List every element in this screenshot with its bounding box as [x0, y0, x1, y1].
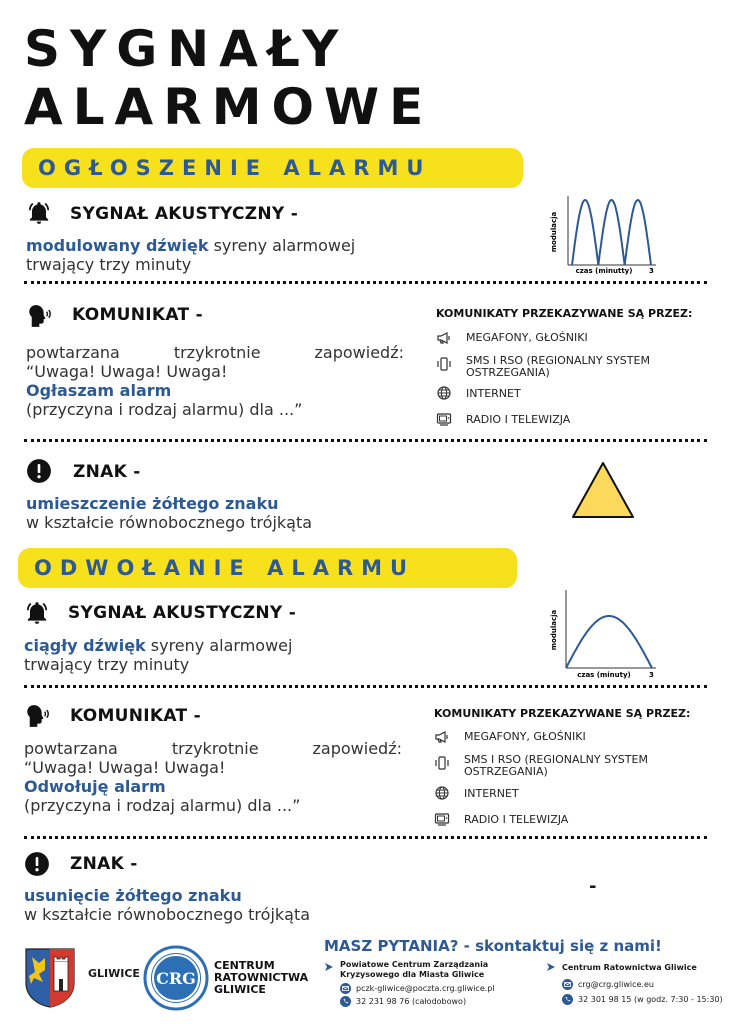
- bell-icon: [26, 200, 52, 226]
- channel-sms: SMS I RSO (REGIONALNY SYSTEM OSTRZEGANIA): [464, 753, 648, 778]
- crg-badge-text: CRG: [156, 969, 196, 988]
- sign-line2: w kształcie równobocznego trójkąta: [26, 513, 313, 532]
- megaphone-icon: [436, 330, 452, 346]
- acoustic-heading: SYGNAŁ AKUSTYCZNY -: [70, 204, 299, 224]
- divider: [24, 685, 707, 688]
- message-description: [26, 343, 404, 419]
- chart1-xmax: 3: [649, 267, 654, 275]
- yellow-triangle-sign: [570, 460, 636, 520]
- crg-name-line1: CENTRUM: [214, 959, 275, 972]
- sign-description: [24, 886, 404, 924]
- title-line1: SYGNAŁY: [24, 20, 349, 78]
- divider: [24, 439, 707, 442]
- chart1-ylabel: modulacja: [550, 211, 558, 253]
- radio-tv-icon: [436, 411, 452, 427]
- right-phone[interactable]: 32 301 98 15 (w godz. 7:30 - 15:30): [578, 995, 723, 1004]
- sign-heading: ZNAK -: [70, 854, 138, 874]
- acoustic-highlight: ciągły dźwięk: [24, 636, 146, 655]
- banner-alarm-announcement: OGŁOSZENIE ALARMU: [22, 148, 523, 188]
- left-org: Powiatowe Centrum Zarządzania Kryzysowego dla Miasta Gliwice: [340, 960, 489, 979]
- email-icon: [562, 979, 573, 990]
- phone-vibrate-icon: [434, 755, 450, 771]
- message-highlight: Ogłaszam alarm: [26, 381, 172, 400]
- globe-icon: [434, 785, 450, 801]
- arrow-right-icon: [324, 962, 334, 972]
- arrow-right-icon: [546, 962, 556, 972]
- message-line4: (przyczyna i rodzaj alarmu) dla ...”: [26, 400, 303, 419]
- sign-heading: ZNAK -: [73, 462, 141, 482]
- acoustic-description: [26, 236, 406, 274]
- message-heading: KOMUNIKAT -: [70, 706, 202, 726]
- banner-alarm-cancellation: ODWOŁANIE ALARMU: [18, 548, 517, 588]
- contact-question: MASZ PYTANIA? - skontaktuj się z nami!: [324, 937, 662, 955]
- channel-sms: SMS I RSO (REGIONALNY SYSTEM OSTRZEGANIA): [466, 354, 650, 379]
- right-org: Centrum Ratownictwa Gliwice: [562, 963, 697, 972]
- title-line2: ALARMOWE: [24, 78, 434, 136]
- megaphone-icon: [434, 729, 450, 745]
- exclamation-icon: [24, 851, 50, 877]
- left-phone[interactable]: 32 231 98 76 (całodobowo): [356, 997, 467, 1006]
- acoustic-rest: syreny alarmowej: [145, 636, 293, 655]
- globe-icon: [436, 385, 452, 401]
- sign-highlight: usunięcie żółtego znaku: [24, 886, 242, 905]
- continuous-signal-chart: [548, 586, 660, 682]
- channels-title: KOMUNIKATY PRZEKAZYWANE SĄ PRZEZ:: [436, 307, 693, 320]
- acoustic-heading: SYGNAŁ AKUSTYCZNY -: [68, 603, 297, 623]
- sign-highlight: umieszczenie żółtego znaku: [26, 494, 279, 513]
- acoustic-highlight: modulowany dźwięk: [26, 236, 209, 255]
- speaking-head-icon: [24, 703, 50, 729]
- channel-megaphones: MEGAFONY, GŁOŚNIKI: [466, 331, 588, 344]
- crg-name-line2: RATOWNICTWA: [214, 971, 309, 984]
- right-email[interactable]: crg@crg.gliwice.eu: [578, 980, 654, 989]
- acoustic-line2: trwający trzy minuty: [26, 255, 192, 274]
- bell-icon: [24, 600, 50, 626]
- acoustic-line2: trwający trzy minuty: [24, 655, 190, 674]
- gliwice-label: GLIWICE: [88, 967, 140, 980]
- radio-tv-icon: [434, 811, 450, 827]
- message-highlight: Odwołuję alarm: [24, 777, 166, 796]
- sign-description: [26, 494, 406, 532]
- divider: [24, 836, 707, 839]
- channel-megaphones: MEGAFONY, GŁOŚNIKI: [464, 730, 586, 743]
- message-line1: powtarzana trzykrotnie zapowiedź:: [26, 343, 404, 362]
- message-heading: KOMUNIKAT -: [72, 305, 204, 325]
- chart2-ylabel: modulacja: [550, 609, 558, 651]
- message-line1: powtarzana trzykrotnie zapowiedź:: [24, 739, 402, 758]
- chart2-xmax: 3: [649, 671, 654, 679]
- crg-name-line3: GLIWICE: [214, 983, 266, 996]
- phone-icon: [340, 996, 351, 1007]
- channel-internet: INTERNET: [464, 787, 519, 800]
- chart2-xlabel: czas (minuty): [577, 671, 631, 679]
- gliwice-coat-of-arms: [24, 947, 76, 1009]
- speaking-head-icon: [26, 303, 52, 329]
- channels-title: KOMUNIKATY PRZEKAZYWANE SĄ PRZEZ:: [434, 707, 691, 720]
- modulated-signal-chart: [548, 192, 660, 276]
- message-description: [24, 739, 402, 815]
- phone-icon: [562, 994, 573, 1005]
- chart1-xlabel: czas (minutty): [575, 267, 633, 275]
- channel-radio-tv: RADIO I TELEWIZJA: [464, 813, 569, 826]
- exclamation-icon: [26, 458, 52, 484]
- crg-name: [214, 960, 308, 996]
- message-line2: “Uwaga! Uwaga! Uwaga!: [26, 362, 228, 381]
- acoustic-description: [24, 636, 404, 674]
- sign-line2: w kształcie równobocznego trójkąta: [24, 905, 311, 924]
- channel-radio-tv: RADIO I TELEWIZJA: [466, 413, 571, 426]
- phone-vibrate-icon: [436, 356, 452, 372]
- divider: [24, 281, 707, 284]
- message-line2: “Uwaga! Uwaga! Uwaga!: [24, 758, 226, 777]
- channel-internet: INTERNET: [466, 387, 521, 400]
- crg-logo: [142, 945, 210, 1011]
- message-line4: (przyczyna i rodzaj alarmu) dla ...”: [24, 796, 301, 815]
- removed-sign-dash: -: [589, 876, 597, 897]
- acoustic-rest: syreny alarmowej: [208, 236, 356, 255]
- left-email[interactable]: pczk-gliwice@poczta.crg.gliwice.pl: [356, 984, 495, 993]
- email-icon: [340, 983, 351, 994]
